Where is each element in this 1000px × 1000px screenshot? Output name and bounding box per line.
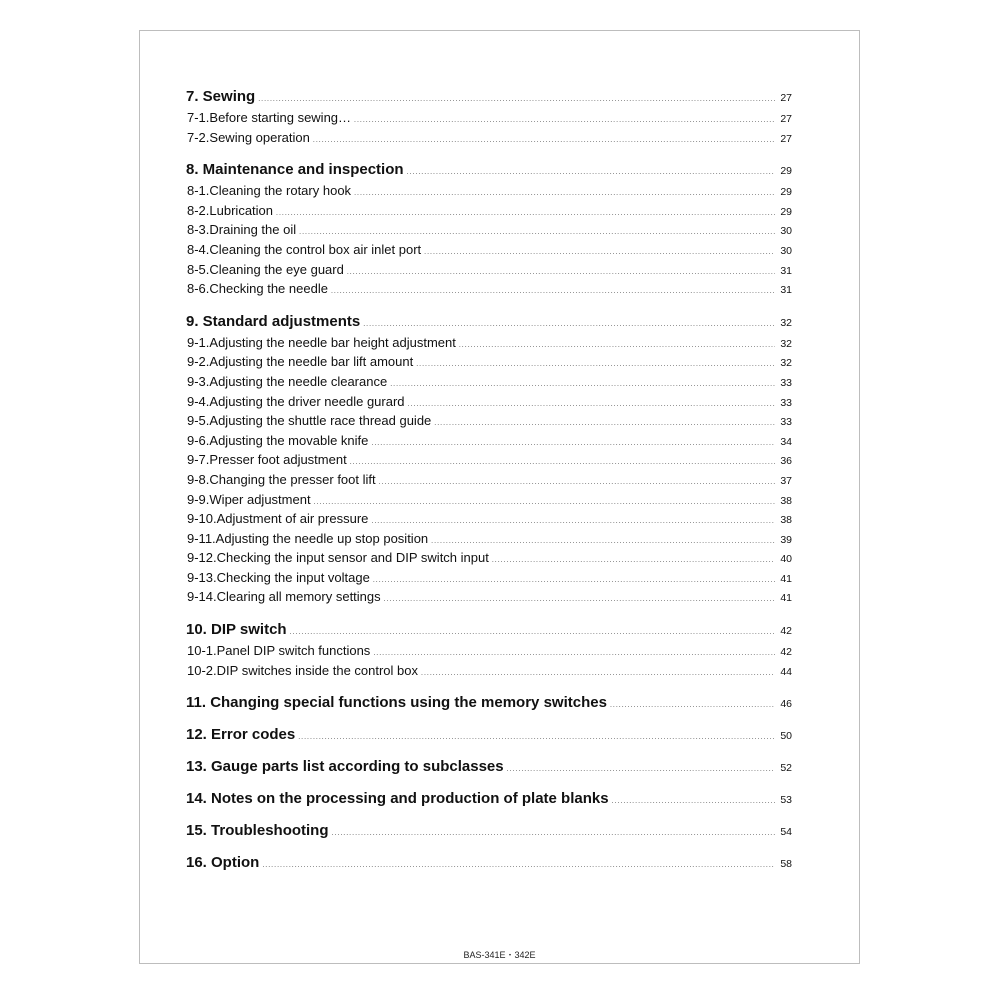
toc-entry-number: 7-2. — [187, 129, 210, 145]
toc-section — [186, 790, 792, 812]
toc-entry-number: 8-3. — [187, 222, 210, 238]
toc-entry-row — [186, 413, 792, 433]
toc-entry-number: 9-5. — [187, 413, 210, 429]
toc-entry-row — [186, 589, 792, 609]
toc-leader-dots — [421, 670, 775, 677]
toc-entry-title: Sewing operation — [209, 129, 310, 145]
toc-entry-title: Presser foot adjustment — [209, 452, 347, 468]
toc-entry-row — [186, 570, 792, 590]
toc-entry-row — [186, 222, 792, 242]
toc-entry-page: 31 — [780, 264, 792, 277]
toc-leader-dots — [347, 269, 775, 276]
toc-entry-page: 32 — [780, 337, 792, 350]
toc-entry-title: Adjustment of air pressure — [216, 511, 369, 527]
toc-entry-page: 41 — [780, 592, 792, 605]
toc-entry-page: 39 — [780, 533, 792, 546]
toc-entry-page: 37 — [780, 474, 792, 487]
toc-leader-dots — [424, 249, 775, 256]
toc-heading-row — [186, 621, 792, 643]
toc-leader-dots — [373, 577, 775, 584]
toc-entry-row — [186, 281, 792, 301]
toc-leader-dots — [258, 96, 775, 103]
toc-entry-title: Clearing all memory settings — [216, 589, 381, 605]
toc-entry-row — [186, 183, 792, 203]
toc-heading-title: 8. Maintenance and inspection — [186, 161, 404, 179]
toc-leader-dots — [314, 499, 775, 506]
toc-entry-row — [186, 433, 792, 453]
toc-entry-page: 29 — [780, 186, 792, 199]
toc-heading-row — [186, 726, 792, 748]
toc-entry-number: 8-6. — [187, 281, 210, 297]
toc-heading-page: 50 — [780, 730, 792, 743]
toc-leader-dots — [262, 862, 775, 869]
toc-entry-page: 42 — [780, 646, 792, 659]
toc-entry-page: 36 — [780, 455, 792, 468]
toc-entry-title: Lubrication — [209, 202, 274, 218]
toc-heading-row — [186, 758, 792, 780]
toc-leader-dots — [313, 137, 775, 144]
toc-entry-page: 34 — [780, 435, 792, 448]
toc-entry-number: 7-1. — [187, 110, 210, 125]
toc-entry-row — [186, 643, 792, 663]
toc-entry-number: 9-14. — [187, 589, 217, 605]
toc-leader-dots — [363, 321, 775, 328]
toc-heading-row — [186, 313, 792, 335]
toc-entry-row — [186, 335, 792, 355]
toc-leader-dots — [299, 229, 775, 236]
toc-leader-dots — [350, 459, 775, 466]
toc-entry-page: 38 — [780, 494, 792, 507]
toc-heading-row — [186, 88, 792, 110]
toc-heading-title: 16. Option — [186, 854, 260, 872]
toc-entry-row — [186, 354, 792, 374]
toc-entry-number: 9-10. — [187, 511, 217, 527]
toc-leader-dots — [492, 557, 775, 564]
toc-entry-row — [186, 511, 792, 531]
toc-entry-title: Wiper adjustment — [209, 491, 311, 507]
toc-leader-dots — [408, 401, 775, 408]
toc-entry-title: Adjusting the needle bar height adjustment — [209, 334, 456, 350]
toc-leader-dots — [371, 440, 775, 447]
toc-heading-title: 12. Error codes — [186, 726, 296, 744]
toc-entry-row — [186, 394, 792, 414]
toc-entry-title: Cleaning the eye guard — [209, 261, 344, 277]
toc-section — [186, 313, 792, 609]
toc-heading-page: 32 — [780, 316, 792, 329]
toc-entry-row — [186, 242, 792, 262]
toc-entry-number: 9-13. — [187, 569, 217, 585]
toc-heading-row — [186, 822, 792, 844]
toc-section — [186, 854, 792, 876]
toc-heading-row — [186, 790, 792, 812]
toc-heading-page: 27 — [780, 92, 792, 104]
toc-heading-page: 42 — [780, 625, 792, 638]
toc-entry-number: 9-11. — [187, 530, 216, 546]
toc-leader-dots — [416, 361, 775, 368]
toc-heading-title: 10. DIP switch — [186, 621, 287, 639]
toc-leader-dots — [371, 518, 775, 525]
toc-entry-page: 44 — [780, 665, 792, 678]
toc-section — [186, 621, 792, 682]
toc-leader-dots — [298, 734, 775, 741]
toc-leader-dots — [610, 702, 775, 709]
toc-entry-title: Checking the needle — [209, 281, 328, 297]
toc-entry-number: 8-1. — [187, 183, 210, 199]
toc-entry-page: 27 — [780, 132, 792, 145]
toc-heading-page: 29 — [780, 165, 792, 178]
toc-entry-row — [186, 262, 792, 282]
toc-leader-dots — [407, 169, 775, 176]
toc-entry-title: Adjusting the needle clearance — [209, 373, 388, 389]
toc-entry-page: 32 — [780, 357, 792, 370]
toc-entry-title: Adjusting the shuttle race thread guide — [209, 413, 432, 429]
toc-entry-number: 9-6. — [187, 432, 210, 448]
toc-leader-dots — [434, 420, 775, 427]
toc-leader-dots — [373, 650, 775, 657]
toc-entry-number: 9-8. — [187, 471, 210, 487]
toc-entry-page: 27 — [780, 113, 792, 125]
toc-section — [186, 88, 792, 149]
toc-entry-number: 9-2. — [187, 354, 210, 370]
toc-entry-row — [186, 452, 792, 472]
toc-heading-row — [186, 694, 792, 716]
toc-section — [186, 726, 792, 748]
toc-entry-title: Checking the input sensor and DIP switch input — [216, 550, 489, 566]
toc-entry-row — [186, 110, 792, 130]
toc-entry-title: Panel DIP switch functions — [216, 643, 371, 659]
toc-entry-row — [186, 663, 792, 683]
toc-section — [186, 161, 792, 301]
toc-leader-dots — [507, 766, 775, 773]
toc-leader-dots — [290, 629, 775, 636]
toc-leader-dots — [612, 798, 775, 805]
toc-entry-title: Adjusting the movable knife — [209, 432, 369, 448]
toc-entry-number: 10-2. — [187, 662, 217, 678]
document-page — [139, 30, 860, 964]
toc-heading-title: 11. Changing special functions using the memory switches — [186, 694, 607, 712]
toc-section — [186, 758, 792, 780]
toc-entry-page: 40 — [780, 553, 792, 566]
table-of-contents — [186, 88, 792, 886]
toc-leader-dots — [390, 381, 775, 388]
toc-leader-dots — [276, 210, 775, 217]
toc-leader-dots — [459, 342, 775, 349]
toc-entry-row — [186, 550, 792, 570]
toc-entry-page: 38 — [780, 514, 792, 527]
toc-leader-dots — [331, 288, 775, 295]
toc-entry-number: 10-1. — [187, 643, 217, 659]
toc-leader-dots — [379, 479, 775, 486]
toc-leader-dots — [332, 830, 775, 837]
toc-entry-row — [186, 531, 792, 551]
toc-entry-number: 8-2. — [187, 202, 210, 218]
toc-heading-page: 58 — [780, 858, 792, 871]
toc-heading-title: 14. Notes on the processing and production of plate blanks — [186, 790, 609, 808]
toc-entry-number: 8-5. — [187, 261, 210, 277]
toc-heading-title: 7. Sewing — [186, 88, 256, 105]
toc-entry-page: 33 — [780, 376, 792, 389]
toc-entry-number: 8-4. — [187, 241, 210, 257]
toc-entry-title: Adjusting the needle bar lift amount — [209, 354, 414, 370]
toc-entry-row — [186, 374, 792, 394]
toc-entry-number: 9-7. — [187, 452, 210, 468]
toc-entry-title: Cleaning the rotary hook — [209, 183, 352, 199]
toc-entry-page: 33 — [780, 416, 792, 429]
toc-entry-title: Changing the presser foot lift — [209, 471, 376, 487]
toc-heading-title: 9. Standard adjustments — [186, 312, 361, 330]
toc-leader-dots — [354, 117, 775, 124]
toc-heading-row — [186, 161, 792, 183]
toc-leader-dots — [354, 190, 775, 197]
toc-section — [186, 822, 792, 844]
page-footer-model: BAS-341E・342E — [463, 950, 536, 960]
toc-leader-dots — [384, 596, 775, 603]
toc-entry-title: Before starting sewing… — [209, 110, 352, 125]
toc-heading-page: 52 — [780, 762, 792, 775]
toc-entry-row — [186, 130, 792, 150]
toc-entry-number: 9-3. — [187, 373, 210, 389]
toc-entry-page: 29 — [780, 205, 792, 218]
toc-entry-row — [186, 203, 792, 223]
toc-entry-number: 9-4. — [187, 393, 210, 409]
toc-entry-page: 31 — [780, 284, 792, 297]
toc-entry-title: Checking the input voltage — [216, 569, 370, 585]
toc-entry-title: Cleaning the control box air inlet port — [209, 241, 422, 257]
toc-heading-title: 15. Troubleshooting — [186, 822, 329, 840]
toc-entry-row — [186, 472, 792, 492]
toc-entry-title: DIP switches inside the control box — [216, 662, 419, 678]
toc-heading-page: 53 — [780, 794, 792, 807]
toc-heading-title: 13. Gauge parts list according to subclasses — [186, 758, 504, 776]
toc-section — [186, 694, 792, 716]
toc-entry-number: 9-12. — [187, 550, 217, 566]
toc-heading-page: 54 — [780, 826, 792, 839]
toc-entry-number: 9-9. — [187, 491, 210, 507]
toc-entry-title: Adjusting the needle up stop position — [215, 530, 429, 546]
toc-heading-page: 46 — [780, 698, 792, 711]
toc-heading-row — [186, 854, 792, 876]
toc-entry-row — [186, 492, 792, 512]
toc-leader-dots — [431, 538, 775, 545]
toc-entry-title: Adjusting the driver needle gurard — [209, 393, 405, 409]
toc-entry-page: 30 — [780, 225, 792, 238]
toc-entry-page: 30 — [780, 244, 792, 257]
toc-entry-number: 9-1. — [187, 334, 210, 350]
toc-entry-title: Draining the oil — [209, 222, 297, 238]
toc-entry-page: 33 — [780, 396, 792, 409]
toc-entry-page: 41 — [780, 572, 792, 585]
